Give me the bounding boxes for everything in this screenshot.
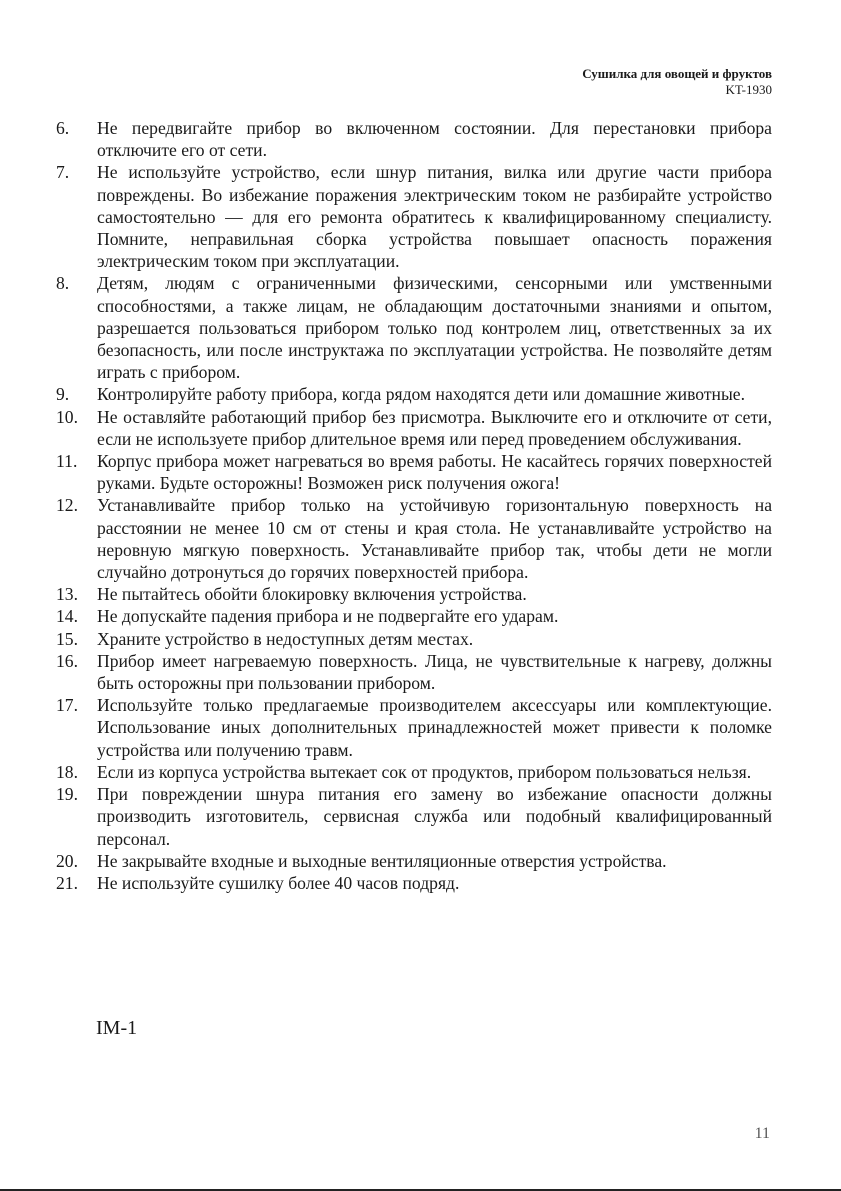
list-item bbox=[56, 406, 772, 450]
list-item bbox=[56, 783, 772, 850]
item-text: Храните устройство в недоступных детям местах. bbox=[97, 628, 474, 649]
item-text: Не допускайте падения прибора и не подвергайте его ударам. bbox=[97, 606, 559, 627]
item-text: Используйте только предлагаемые производителем аксессуары или комплектующие. Использование иных дополнительных принадлежностей может привести к поломке устройства или получению травм. bbox=[97, 695, 772, 760]
list-item bbox=[56, 583, 772, 605]
product-title: Сушилка для овощей и фруктов bbox=[582, 66, 772, 81]
item-text: Не используйте сушилку более 40 часов подряд. bbox=[97, 872, 460, 893]
list-item bbox=[56, 117, 772, 161]
item-text: Корпус прибора может нагреваться во время работы. Не касайтесь горячих поверхностей руками. Будьте осторожны! Возможен риск получения ожога! bbox=[97, 451, 772, 494]
item-number: 14. bbox=[56, 606, 78, 627]
list-item bbox=[56, 761, 772, 783]
safety-instructions-list bbox=[56, 117, 772, 894]
item-number: 13. bbox=[56, 584, 78, 605]
item-number: 6. bbox=[56, 118, 70, 138]
item-number: 11. bbox=[56, 451, 78, 472]
item-number: 16. bbox=[56, 650, 78, 671]
item-number: 19. bbox=[56, 784, 78, 805]
item-number: 21. bbox=[56, 872, 78, 893]
item-number: 17. bbox=[56, 695, 78, 716]
item-number: 9. bbox=[56, 384, 70, 405]
list-item bbox=[56, 161, 772, 272]
list-item bbox=[56, 605, 772, 627]
item-number: 18. bbox=[56, 761, 78, 782]
item-number: 20. bbox=[56, 850, 78, 871]
list-item bbox=[56, 450, 772, 494]
model-number: KT-1930 bbox=[725, 82, 772, 97]
list-item bbox=[56, 628, 772, 650]
list-item bbox=[56, 850, 772, 872]
running-header bbox=[582, 66, 772, 98]
list-item bbox=[56, 872, 772, 894]
item-text: Не передвигайте прибор во включенном состоянии. Для перестановки прибора отключите его от сети. bbox=[97, 118, 772, 161]
item-text: При повреждении шнура питания его замену во избежание опасности должны производить изготовитель, сервисная служба или подобный квалифицированный персонал. bbox=[97, 784, 772, 849]
list-item bbox=[56, 383, 772, 405]
item-text: Не пытайтесь обойти блокировку включения устройства. bbox=[97, 584, 527, 605]
list-item bbox=[56, 650, 772, 694]
item-number: 10. bbox=[56, 406, 78, 427]
item-number: 15. bbox=[56, 628, 78, 649]
item-text: Контролируйте работу прибора, когда рядом находятся дети или домашние животные. bbox=[97, 384, 745, 405]
document-code: IM-1 bbox=[96, 1017, 138, 1039]
item-text: Устанавливайте прибор только на устойчивую горизонтальную поверхность на расстоянии не менее 10 см от стены и края стола. Не устанавливайте устройство на неровную мягкую поверхность. Устанавливайте прибор так, чтобы дети не могли случайно дотронуться до горячих поверхностей прибора. bbox=[97, 495, 772, 583]
item-text: Не оставляйте работающий прибор без присмотра. Выключите его и отключите от сети, если не используете прибор длительное время или перед проведением обслуживания. bbox=[97, 406, 772, 449]
list-item bbox=[56, 494, 772, 583]
item-text: Не закрывайте входные и выходные вентиляционные отверстия устройства. bbox=[97, 850, 667, 871]
page-number: 11 bbox=[754, 1125, 770, 1142]
item-number: 8. bbox=[56, 273, 70, 294]
item-text: Если из корпуса устройства вытекает сок от продуктов, прибором пользоваться нельзя. bbox=[97, 761, 752, 782]
item-text: Детям, людям с ограниченными физическими, сенсорными или умственными способностями, а также лицам, не обладающим достаточными знаниями и опытом, разрешается пользоваться прибором только под контролем лиц, ответственных за их безопасность, или после инструктажа по эксплуатации устройства. Не позволяйте детям играть с прибором. bbox=[97, 273, 772, 383]
item-number: 12. bbox=[56, 495, 78, 516]
item-text: Прибор имеет нагреваемую поверхность. Лица, не чувствительные к нагреву, должны быть осторожны при пользовании прибором. bbox=[97, 650, 772, 694]
list-item bbox=[56, 694, 772, 761]
item-text: Не используйте устройство, если шнур питания, вилка или другие части прибора повреждены. Во избежание поражения электрическим током не разбирайте устройство самостоятельно — для его ремонта обратитесь к квалифицированному специалисту. Помните, неправильная сборка устройства повышает опасность поражения электрическим током при эксплуатации. bbox=[97, 162, 772, 272]
item-number: 7. bbox=[56, 162, 70, 183]
list-item bbox=[56, 272, 772, 383]
